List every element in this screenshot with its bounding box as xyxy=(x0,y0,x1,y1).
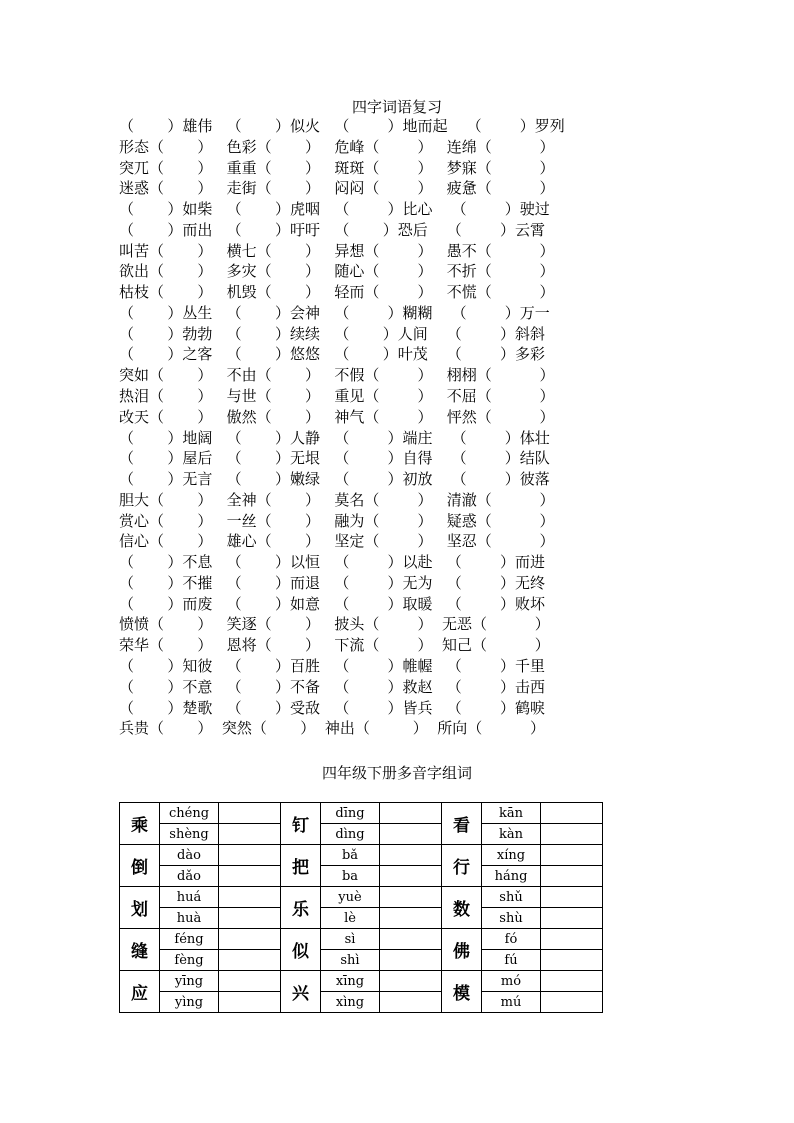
idiom-line: （ ）丛生 （ ）会神 （ ）糊糊 （ ）万一 xyxy=(119,303,550,322)
answer-blank[interactable] xyxy=(219,971,281,992)
idiom-line: 信心（ ） 雄心（ ） 坚定（ ） 坚忍（ ） xyxy=(119,532,555,551)
pinyin-cell: dào xyxy=(160,845,219,866)
answer-blank[interactable] xyxy=(380,866,442,887)
answer-blank[interactable] xyxy=(541,845,603,866)
pinyin-cell: xíng xyxy=(482,845,541,866)
idiom-line: 愤愤（ ） 笑逐（ ） 披头（ ） 无恶（ ） xyxy=(119,615,550,634)
page-title: 四字词语复习 xyxy=(351,98,442,116)
polyphone-char: 把 xyxy=(281,845,321,887)
pinyin-cell: yìng xyxy=(160,992,219,1013)
pinyin-cell: xīng xyxy=(321,971,380,992)
pinyin-cell: mú xyxy=(482,992,541,1013)
table-row xyxy=(120,866,603,887)
answer-blank[interactable] xyxy=(219,824,281,845)
idiom-line: （ ）勃勃 （ ）续续 （ ）人间 （ ）斜斜 xyxy=(119,324,545,343)
answer-blank[interactable] xyxy=(541,866,603,887)
polyphone-char: 乘 xyxy=(120,803,160,845)
pinyin-cell: yīng xyxy=(160,971,219,992)
answer-blank[interactable] xyxy=(380,803,442,824)
pinyin-cell: ba xyxy=(321,866,380,887)
pinyin-cell: xìng xyxy=(321,992,380,1013)
polyphone-char: 应 xyxy=(120,971,160,1013)
pinyin-cell: féng xyxy=(160,929,219,950)
pinyin-cell: kàn xyxy=(482,824,541,845)
table-row xyxy=(120,824,603,845)
idiom-line: （ ）之客 （ ）悠悠 （ ）叶茂 （ ）多彩 xyxy=(119,345,545,364)
idiom-line: 突如（ ） 不由（ ） 不假（ ） 栩栩（ ） xyxy=(119,366,555,385)
polyphone-table xyxy=(119,802,603,1013)
pinyin-cell: yuè xyxy=(321,887,380,908)
polyphone-char: 倒 xyxy=(120,845,160,887)
table-row xyxy=(120,887,603,908)
idiom-line: （ ）屋后 （ ）无垠 （ ）自得 （ ）结队 xyxy=(119,449,550,468)
idiom-line: 突兀（ ） 重重（ ） 斑斑（ ） 梦寐（ ） xyxy=(119,158,555,177)
polyphone-char: 缝 xyxy=(120,929,160,971)
pinyin-cell: dīng xyxy=(321,803,380,824)
answer-blank[interactable] xyxy=(541,929,603,950)
polyphone-char: 模 xyxy=(442,971,482,1013)
answer-blank[interactable] xyxy=(380,845,442,866)
polyphone-char: 佛 xyxy=(442,929,482,971)
pinyin-cell: dǎo xyxy=(160,866,219,887)
answer-blank[interactable] xyxy=(541,950,603,971)
answer-blank[interactable] xyxy=(219,866,281,887)
answer-blank[interactable] xyxy=(380,908,442,929)
pinyin-cell: shèng xyxy=(160,824,219,845)
answer-blank[interactable] xyxy=(380,929,442,950)
pinyin-cell: shì xyxy=(321,950,380,971)
table-row xyxy=(120,950,603,971)
answer-blank[interactable] xyxy=(541,824,603,845)
pinyin-cell: dìng xyxy=(321,824,380,845)
polyphone-char: 乐 xyxy=(281,887,321,929)
polyphone-char: 划 xyxy=(120,887,160,929)
pinyin-cell: lè xyxy=(321,908,380,929)
idiom-line: （ ）而废 （ ）如意 （ ）取暖 （ ）败坏 xyxy=(119,594,545,613)
answer-blank[interactable] xyxy=(219,887,281,908)
answer-blank[interactable] xyxy=(219,992,281,1013)
pinyin-cell: fú xyxy=(482,950,541,971)
answer-blank[interactable] xyxy=(541,803,603,824)
idiom-line: （ ）雄伟 （ ）似火 （ ）地而起 （ ）罗列 xyxy=(119,117,565,135)
polyphone-char: 行 xyxy=(442,845,482,887)
idiom-line: 迷惑（ ） 走街（ ） 闷闷（ ） 疲惫（ ） xyxy=(119,179,555,198)
answer-blank[interactable] xyxy=(541,992,603,1013)
table-row xyxy=(120,803,603,824)
table-row xyxy=(120,971,603,992)
polyphone-char: 数 xyxy=(442,887,482,929)
polyphone-char: 看 xyxy=(442,803,482,845)
answer-blank[interactable] xyxy=(380,824,442,845)
table-title: 四年级下册多音字组词 xyxy=(321,764,472,782)
idiom-line: 叫苦（ ） 横七（ ） 异想（ ） 愚不（ ） xyxy=(119,241,555,260)
pinyin-cell: fó xyxy=(482,929,541,950)
polyphone-char: 兴 xyxy=(281,971,321,1013)
idiom-line: 改天（ ） 傲然（ ） 神气（ ） 怦然（ ） xyxy=(119,407,555,426)
answer-blank[interactable] xyxy=(219,845,281,866)
idiom-line: 荣华（ ） 恩将（ ） 下流（ ） 知己（ ） xyxy=(119,636,550,655)
answer-blank[interactable] xyxy=(219,950,281,971)
answer-blank[interactable] xyxy=(380,992,442,1013)
table-row xyxy=(120,845,603,866)
idiom-line: 兵贵（ ） 突然（ ） 神出（ ） 所向（ ） xyxy=(119,719,545,738)
pinyin-cell: sì xyxy=(321,929,380,950)
idiom-line: （ ）如柴 （ ）虎咽 （ ）比心 （ ）驶过 xyxy=(119,200,550,219)
answer-blank[interactable] xyxy=(380,971,442,992)
idiom-line: （ ）不摧 （ ）而退 （ ）无为 （ ）无终 xyxy=(119,573,545,592)
answer-blank[interactable] xyxy=(380,887,442,908)
idiom-line: 欲出（ ） 多灾（ ） 随心（ ） 不折（ ） xyxy=(119,262,555,281)
idiom-line: （ ）而出 （ ）吁吁 （ ）恐后 （ ）云霄 xyxy=(119,220,545,239)
idiom-line: 胆大（ ） 全神（ ） 莫名（ ） 清澈（ ） xyxy=(119,490,555,509)
pinyin-cell: fèng xyxy=(160,950,219,971)
pinyin-cell: chéng xyxy=(160,803,219,824)
table-row xyxy=(120,929,603,950)
idiom-line: （ ）楚歌 （ ）受敌 （ ）皆兵 （ ）鹤唳 xyxy=(119,698,545,717)
pinyin-cell: shǔ xyxy=(482,887,541,908)
idiom-line: 枯枝（ ） 机毁（ ） 轻而（ ） 不慌（ ） xyxy=(119,283,555,302)
polyphone-char: 似 xyxy=(281,929,321,971)
idiom-line: 赏心（ ） 一丝（ ） 融为（ ） 疑惑（ ） xyxy=(119,511,555,530)
table-row xyxy=(120,908,603,929)
table-row xyxy=(120,992,603,1013)
answer-blank[interactable] xyxy=(219,803,281,824)
answer-blank[interactable] xyxy=(541,908,603,929)
idiom-line: （ ）不息 （ ）以恒 （ ）以赴 （ ）而进 xyxy=(119,553,545,572)
answer-blank[interactable] xyxy=(219,908,281,929)
pinyin-cell: huà xyxy=(160,908,219,929)
answer-blank[interactable] xyxy=(380,950,442,971)
pinyin-cell: shù xyxy=(482,908,541,929)
polyphone-char: 钉 xyxy=(281,803,321,845)
idiom-line: （ ）无言 （ ）嫩绿 （ ）初放 （ ）彼落 xyxy=(119,470,550,489)
answer-blank[interactable] xyxy=(541,971,603,992)
pinyin-cell: háng xyxy=(482,866,541,887)
pinyin-cell: mó xyxy=(482,971,541,992)
pinyin-cell: kān xyxy=(482,803,541,824)
pinyin-cell: bǎ xyxy=(321,845,380,866)
idiom-line: 形态（ ） 色彩（ ） 危峰（ ） 连绵（ ） xyxy=(119,137,555,156)
idiom-line: （ ）不意 （ ）不备 （ ）救赵 （ ）击西 xyxy=(119,677,545,696)
answer-blank[interactable] xyxy=(219,929,281,950)
idiom-line: 热泪（ ） 与世（ ） 重见（ ） 不屈（ ） xyxy=(119,387,555,405)
idiom-line: （ ）知彼 （ ）百胜 （ ）帷幄 （ ）千里 xyxy=(119,657,545,676)
pinyin-cell: huá xyxy=(160,887,219,908)
answer-blank[interactable] xyxy=(541,887,603,908)
idiom-line: （ ）地阔 （ ）人静 （ ）端庄 （ ）体壮 xyxy=(119,428,550,447)
